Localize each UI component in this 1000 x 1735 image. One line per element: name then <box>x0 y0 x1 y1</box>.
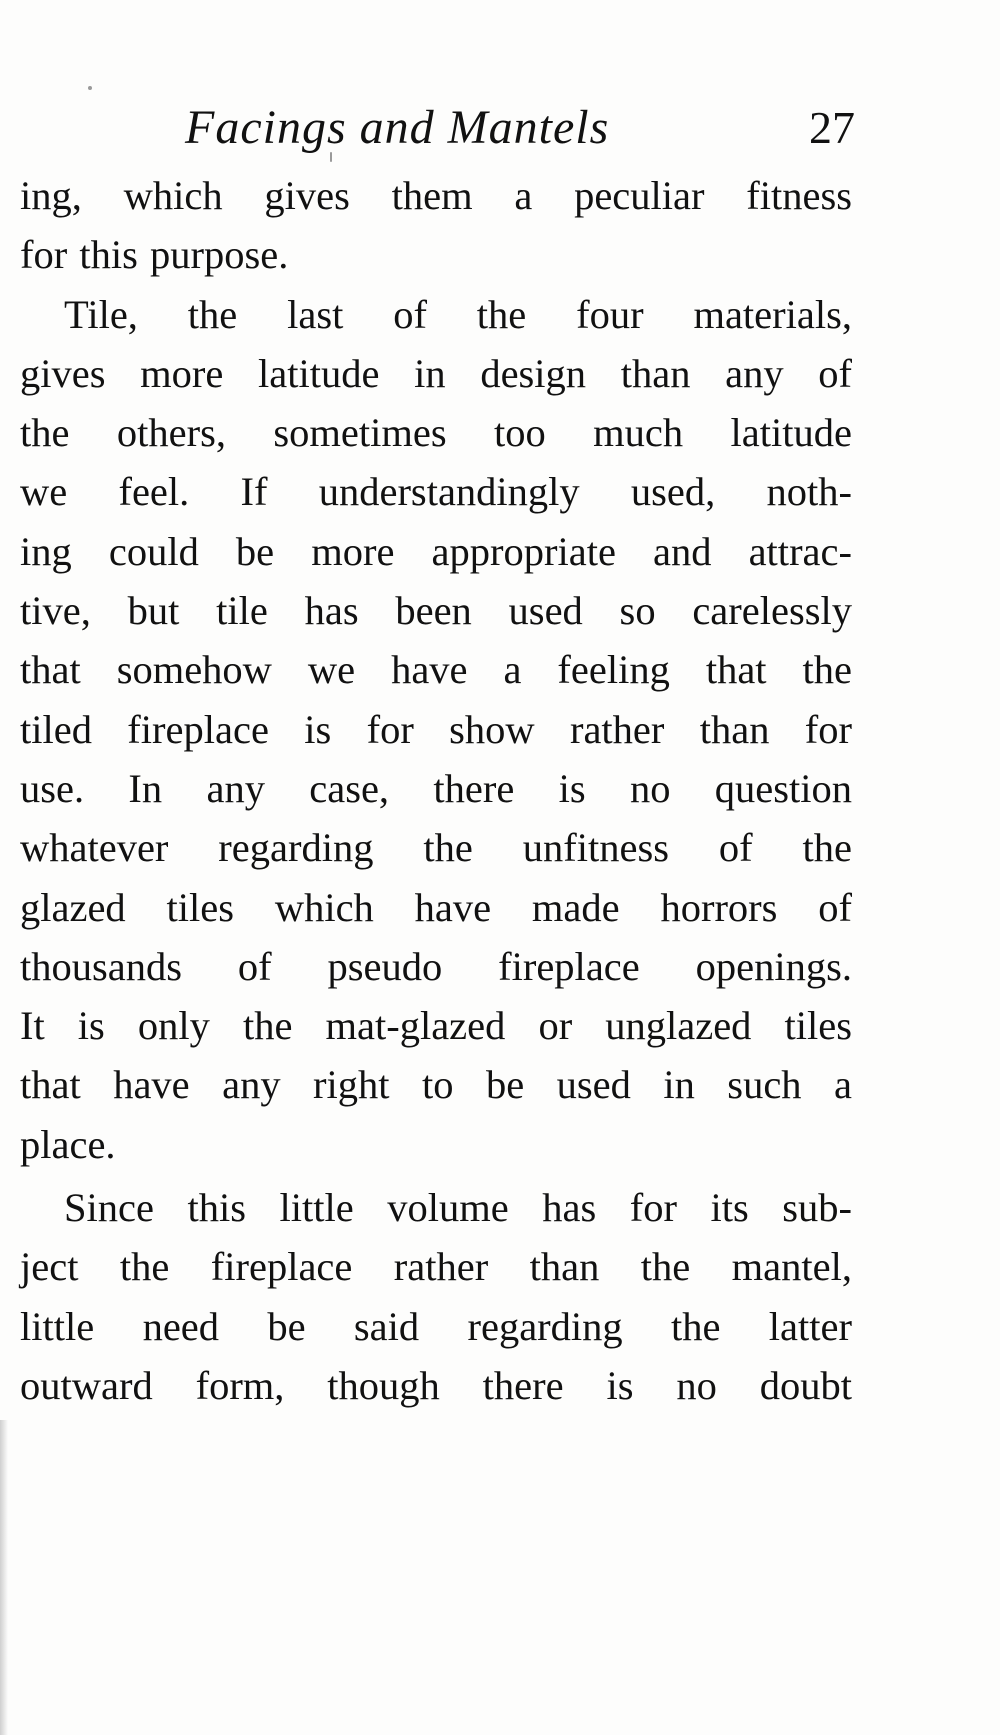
text-line: gives more latitude in design than any of <box>20 350 852 396</box>
text-line: use. In any case, there is no question <box>20 765 852 811</box>
text-line: It is only the mat-glazed or unglazed tiles <box>20 1003 852 1049</box>
page-number: 27 <box>809 102 855 153</box>
text-line: ing could be more appropriate and attrac- <box>20 528 852 574</box>
text-line: glazed tiles which have made horrors of <box>20 884 852 930</box>
text-line: tive, but tile has been used so carelessly <box>20 588 852 634</box>
text-line: tiled fireplace is for show rather than for <box>20 706 852 752</box>
running-title: Facings and Mantels <box>185 101 610 154</box>
text-line: that have any right to be used in such a <box>20 1062 852 1108</box>
text-line: Since this little volume has for its sub- <box>64 1185 852 1231</box>
text-line: that somehow we have a feeling that the <box>20 647 852 693</box>
text-line: we feel. If understandingly used, noth- <box>20 469 852 515</box>
text-line: ing, which gives them a peculiar fitness <box>20 173 852 218</box>
running-head <box>20 98 855 162</box>
text-line: ject the fireplace rather than the mantel, <box>20 1244 852 1290</box>
text-line: for this purpose. <box>20 232 289 278</box>
text-line: the others, sometimes too much latitude <box>20 410 852 456</box>
text-line: little need be said regarding the latter <box>20 1303 852 1349</box>
body-text <box>20 166 852 1415</box>
print-speck <box>88 86 92 90</box>
text-line: whatever regarding the unfitness of the <box>20 825 852 871</box>
text-line: thousands of pseudo fireplace openings. <box>20 943 852 989</box>
text-line: outward form, though there is no doubt <box>20 1362 852 1408</box>
text-line: place. <box>20 1121 116 1167</box>
page-edge-shadow <box>0 1420 8 1735</box>
text-line: Tile, the last of the four materials, <box>64 291 852 337</box>
